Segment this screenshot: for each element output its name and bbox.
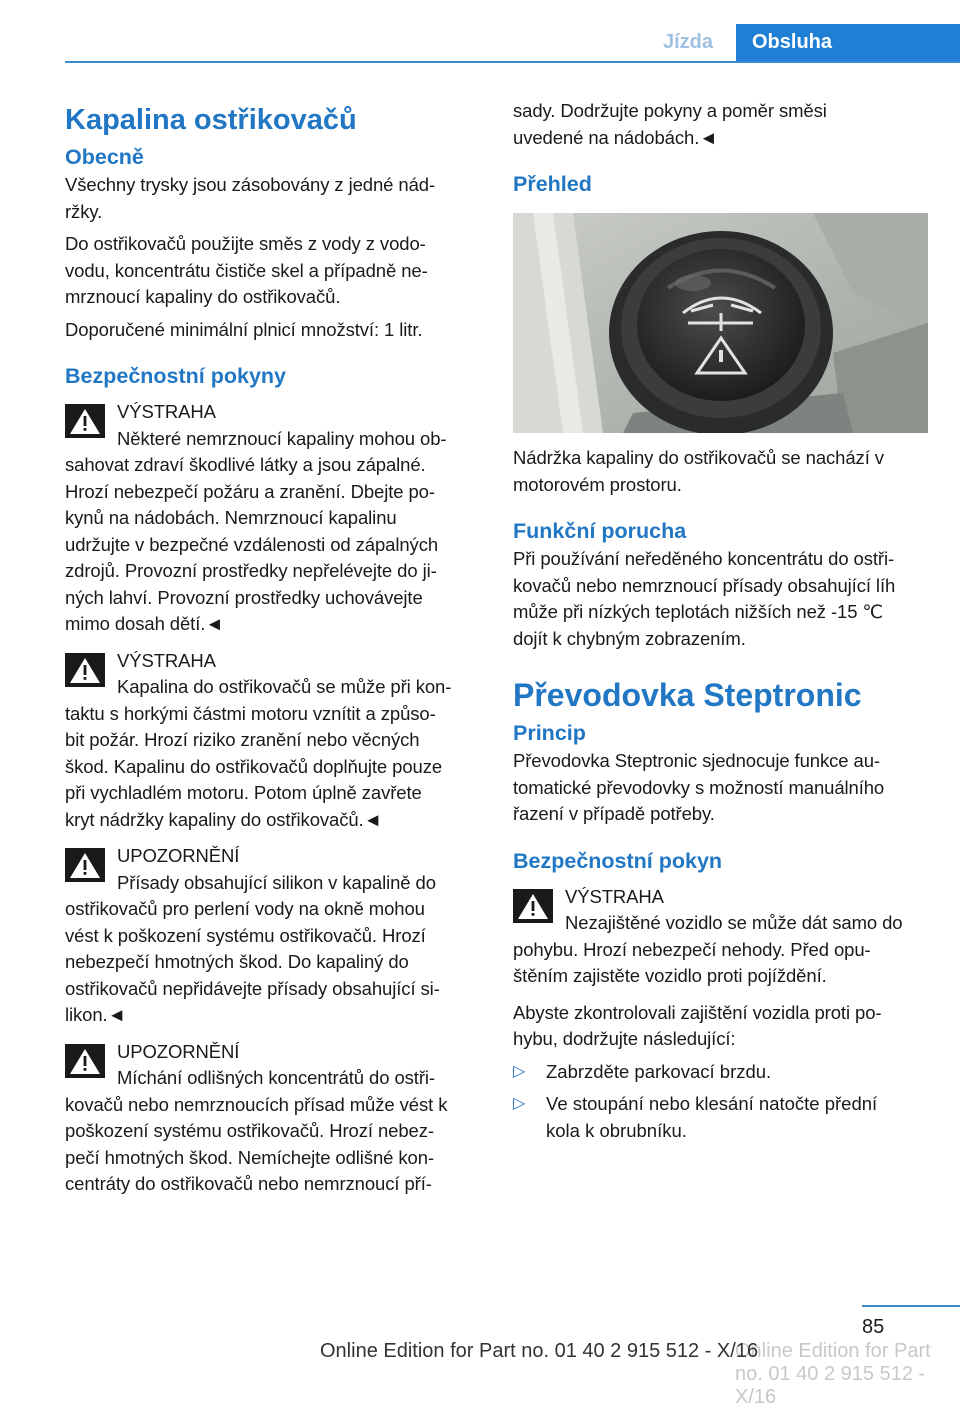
- section-tab-obsluha[interactable]: Obsluha: [736, 24, 960, 61]
- general-paragraph-2: Do ostřikovačů použijte směs z vody z vodo- vodu, koncentrátu čističe skel a případně ne- mrznoucí kapaliny do ostřikovačů.: [65, 233, 428, 307]
- warning-block: [513, 884, 933, 990]
- edition-text: Online Edition for Part no. 01 40 2 915 512 - X/16: [320, 1340, 759, 1362]
- general-paragraph-1: Všechny trysky jsou zásobovány z jedné nád- ržky.: [65, 174, 436, 222]
- warning-triangle-icon: [65, 848, 105, 882]
- safety-note-heading: Bezpečnostní pokyn: [513, 848, 723, 873]
- warning-block: [65, 399, 480, 638]
- malfunction-text: Při používání neředěného koncentrátu do ostři- kovačů nebo nemrznoucí přísady obsahující líh může při nízkých teplotách nižších než -15 ℃ dojít k chybným zobrazením.: [513, 548, 896, 649]
- footer-rule: [862, 1305, 960, 1307]
- notice-block: [65, 1039, 480, 1198]
- notice-block: [65, 843, 480, 1029]
- overview-heading: Přehled: [513, 172, 592, 196]
- check-text: Abyste zkontrolovali zajištění vozidla proti po- hybu, dodržujte následující:: [513, 1001, 882, 1049]
- left-column: [65, 98, 480, 1208]
- watermark-text: Online Edition for Part no. 01 40 2 915 512 - X/16: [735, 1340, 931, 1408]
- warning-text: Nezajištěné vozidlo se může dát samo do pohybu. Hrozí nebezpečí nehody. Před opu- štěním zajistěte vozidlo proti pojíždění.: [513, 912, 903, 986]
- general-heading: Obecně: [65, 145, 144, 169]
- list-item-text: Zabrzděte parkovací brzdu.: [546, 1060, 772, 1082]
- warning-triangle-icon: [65, 404, 105, 438]
- triangle-bullet-icon: ▷: [513, 1062, 526, 1080]
- header-rule: [65, 61, 960, 63]
- list-item: [513, 1091, 933, 1144]
- warning-label: VÝSTRAHA: [117, 649, 216, 671]
- warning-triangle-icon: [513, 889, 553, 923]
- warning-block: [65, 648, 480, 834]
- warning-triangle-icon: [65, 1044, 105, 1078]
- notice-label: UPOZORNĚNÍ: [117, 1040, 240, 1062]
- notice-label: UPOZORNĚNÍ: [117, 845, 240, 866]
- warning-text: Některé nemrznoucí kapaliny mohou ob- sahovat zdraví škodlivé látky a jsou zápalné. Hrozí nebezpečí požáru a zranění. Dbejte po- kynů na nádobách. Nemrznoucí kapalinu udržujte v bezpečné vzdálenosti od zápalných zdrojů. Provozní prostředky nepřelévejte do ji- ných lahví. Provozní prostředky uchovávejte mimo dosah dětí.◄: [65, 427, 447, 634]
- continuation-text: sady. Dodržujte pokyny a poměr směsi uvedené na nádobách.◄: [513, 100, 827, 148]
- triangle-bullet-icon: ▷: [513, 1095, 526, 1112]
- principle-text: Převodovka Steptronic sjednocuje funkce au- tomatické převodovky s možností manuálního řazení v případě potřeby.: [513, 750, 885, 824]
- malfunction-heading: Funkční porucha: [513, 519, 687, 543]
- washer-reservoir-photo: [513, 213, 928, 433]
- page-number: 85: [862, 1316, 885, 1338]
- list-item: [513, 1059, 933, 1086]
- section-tab-jizda[interactable]: Jízda: [662, 31, 714, 53]
- general-paragraph-3: Doporučené minimální plnicí množství: 1 litr.: [65, 318, 423, 340]
- washer-fluid-title: Kapalina ostřikovačů: [65, 104, 357, 136]
- principle-heading: Princip: [513, 721, 586, 745]
- steptronic-title: Převodovka Steptronic: [513, 677, 862, 713]
- notice-text: Míchání odlišných koncentrátů do ostři- kovačů nebo nemrznoucích přísad může vést k poškození systému ostřikovačů. Hrozí nebez- pečí hmotných škod. Nemíchejte odlišné kon- centráty do ostřikovačů nebo nemrznoucí pří-: [65, 1067, 448, 1194]
- warning-triangle-icon: [65, 653, 105, 687]
- right-column: [513, 98, 933, 1150]
- photo-caption: Nádržka kapaliny do ostřikovačů se nachází v motorovém prostoru.: [513, 447, 884, 495]
- checklist: [513, 1059, 933, 1145]
- warning-text: Kapalina do ostřikovačů se může při kon- taktu s horkými částmi motoru vznítit a způso- bit požár. Hrozí riziko zranění nebo věcných škod. Kapalinu do ostřikovačů doplňujte pouze při vychladlém motoru. Potom úplně zavřete kryt nádržky kapaliny do ostřikovačů.◄: [65, 676, 452, 830]
- list-item-text: Ve stoupání nebo klesání natočte přední kola k obrubníku.: [546, 1093, 878, 1141]
- warning-label: VÝSTRAHA: [117, 401, 216, 422]
- warning-label: VÝSTRAHA: [565, 885, 664, 907]
- notice-text: Přísady obsahující silikon v kapalině do ostřikovačů pro perlení vody na okně mohou vést k poškození systému ostřikovačů. Hrozí nebezpečí hmotných škod. Do kapaliný do ostřikovačů nepřidávejte přísady obsahující si- likon.◄: [65, 871, 440, 1025]
- safety-heading: Bezpečnostní pokyny: [65, 364, 287, 388]
